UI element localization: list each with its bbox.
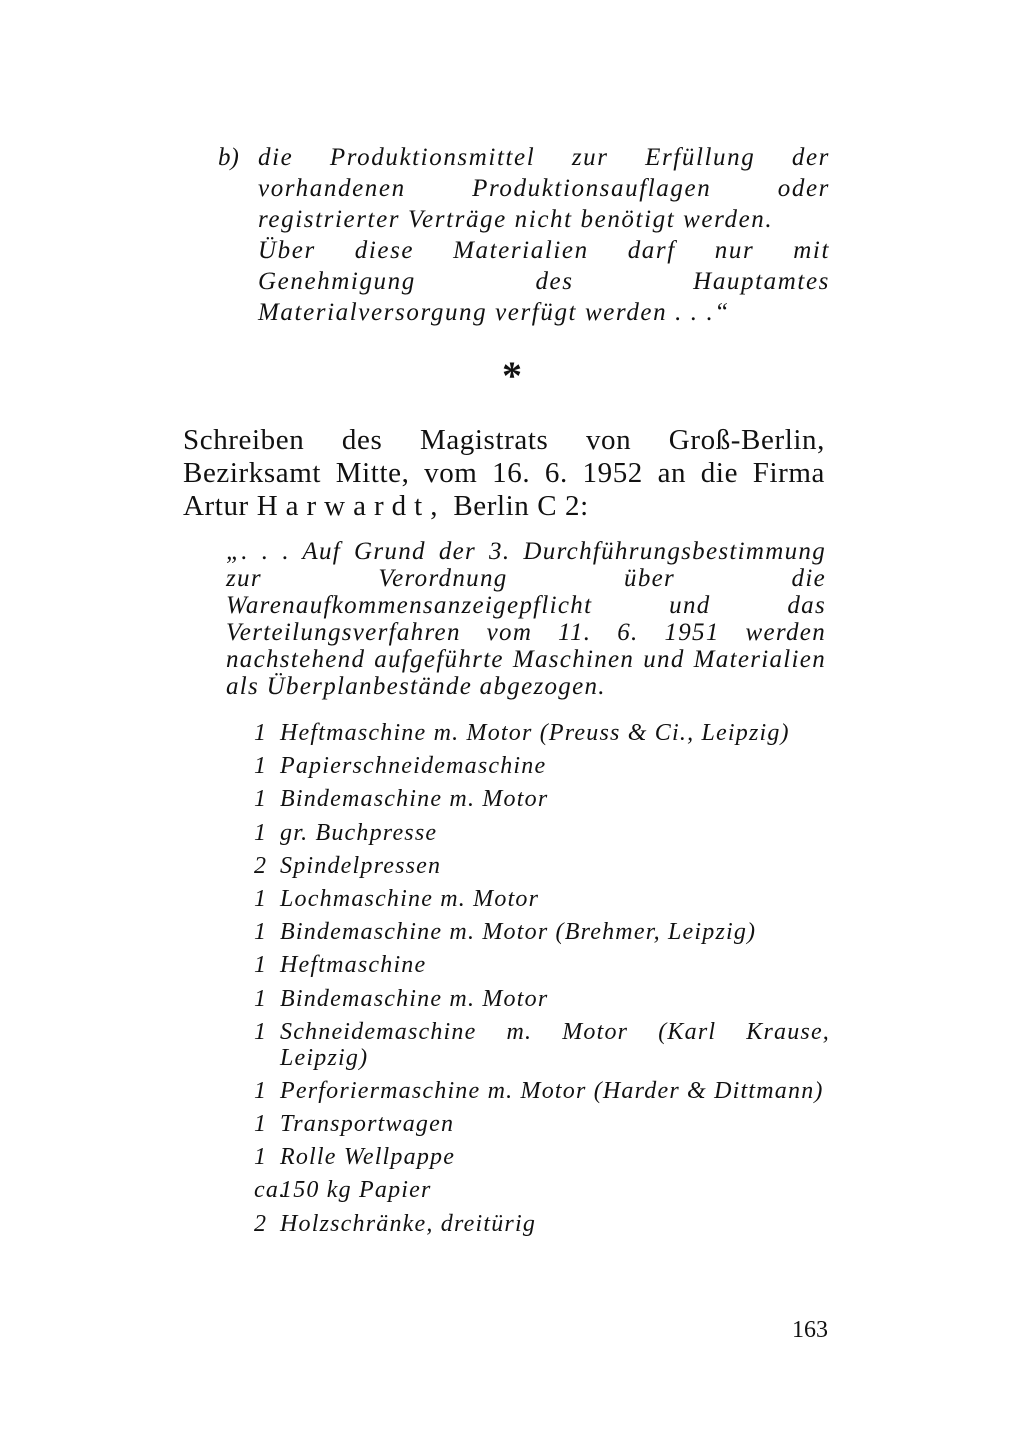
list-item [254,1078,830,1104]
list-item [254,820,830,846]
item-b-body [258,142,830,328]
item-description: Holzschränke, dreitürig [280,1210,537,1237]
item-description: Heftmaschine m. Motor (Preuss & Ci., Leipzig) [280,720,790,746]
list-item [254,1211,830,1237]
list-item [254,1177,830,1203]
item-description: Bindemaschine m. Motor [280,985,549,1012]
item-b-paragraph: die Produktionsmittel zur Erfüllung der vorhandenen Produktionsauflagen oder registrierter Verträge nicht benötigt werden. [258,144,830,233]
list-item [254,952,830,978]
list-item [254,1019,830,1071]
list-item [254,886,830,912]
item-quantity: 1 [254,985,268,1012]
item-description: Bindemaschine m. Motor [280,786,549,813]
item-description: Spindelpressen [280,852,442,879]
item-quantity: 1 [254,720,268,746]
list-item-b [218,142,830,328]
list-item [254,753,830,779]
item-quantity: 1 [254,952,268,979]
item-quantity: 1 [254,919,268,946]
item-quantity: 1 [254,1111,268,1138]
item-marker: b) [218,144,239,171]
item-description: Heftmaschine [280,952,427,979]
item-quantity: 1 [254,753,268,780]
item-quantity: 1 [254,885,268,912]
list-item [254,1111,830,1137]
company-name: Harwardt, [256,490,446,522]
item-quantity: ca. [254,1177,287,1204]
list-item [254,786,830,812]
heading-line: Bezirksamt Mitte, vom 16. 6. 1952 an die Firma [183,457,825,489]
list-item [254,720,830,746]
heading-line: Schreiben des Magistrats von Groß-Berlin, [183,424,825,456]
item-description: Perforiermaschine m. Motor (Harder & Dittmann) [280,1077,824,1104]
item-description: gr. Buchpresse [280,819,438,846]
page-number: 163 [792,1317,828,1343]
item-quantity: 2 [254,1210,268,1237]
item-description: Lochmaschine m. Motor [280,885,540,912]
item-quantity: 1 [254,1144,268,1171]
item-quantity: 1 [254,1077,268,1104]
quoted-paragraph: „. . . Auf Grund der 3. Durchführungsbestimmung zur Verordnung über die Warenaufkommensanzeigepflicht und das Verteilungsverfahren vom 11. 6. 1951 werden nachstehend aufgeführte Maschinen und Materialien als Überplanbestände abgezogen. [226,538,826,700]
list-item [254,1144,830,1170]
item-quantity: 2 [254,852,268,879]
section-separator: * [502,353,522,398]
list-item [254,853,830,879]
item-quantity: 1 [254,819,268,846]
inventory-list [254,720,830,1244]
letter-heading [183,424,825,523]
item-quantity: 1 [254,1018,268,1045]
item-description: 150 kg Papier [280,1177,432,1204]
heading-prefix: Artur [183,490,249,522]
item-description: Transportwagen [280,1111,455,1138]
list-item [254,919,830,945]
item-b-paragraph: Über diese Materialien darf nur mit Genehmigung des Hauptamtes Materialversorgung verfügt werden . . .“ [258,237,830,326]
item-description: Schneidemaschine m. Motor (Karl Krause, Leipzig) [280,1018,830,1071]
heading-line [183,490,825,523]
heading-suffix: Berlin C 2: [453,490,589,522]
item-quantity: 1 [254,786,268,813]
item-description: Rolle Wellpappe [280,1144,456,1171]
item-description: Papierschneidemaschine [280,753,547,780]
item-description: Bindemaschine m. Motor (Brehmer, Leipzig) [280,919,757,946]
list-item [254,986,830,1012]
